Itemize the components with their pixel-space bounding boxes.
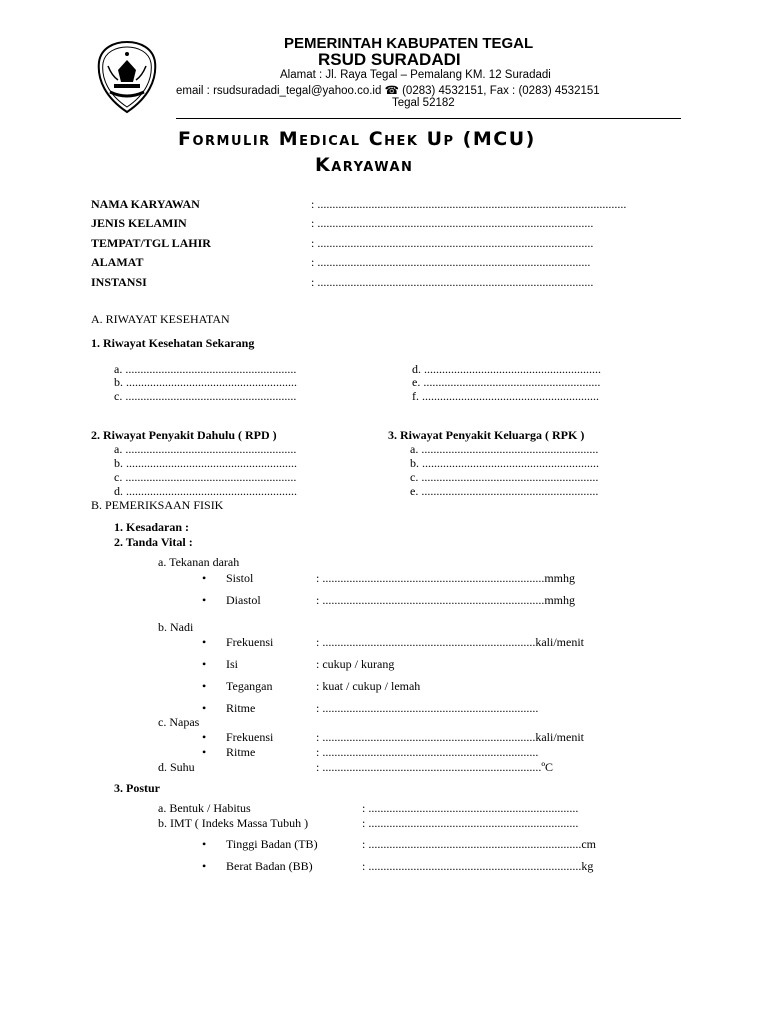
tekanan-darah-label: a. Tekanan darah bbox=[158, 555, 240, 569]
berat-badan-field[interactable]: : .......................................................................kg bbox=[362, 859, 594, 873]
bullet-icon: • bbox=[202, 837, 207, 851]
bullet-icon: • bbox=[202, 635, 207, 649]
napas-frekuensi-field[interactable]: : .......................................................................kali/menit bbox=[316, 730, 584, 744]
rpk-heading: 3. Riwayat Penyakit Keluarga ( RPK ) bbox=[388, 428, 585, 442]
sistol-field[interactable]: : ..........................................................................mmhg bbox=[316, 571, 576, 585]
current-health-field[interactable]: d. ........................................................... bbox=[412, 362, 601, 376]
form-subtitle: Karyawan bbox=[315, 154, 414, 176]
rpk-field[interactable]: e. ........................................................... bbox=[410, 484, 599, 498]
identity-label: NAMA KARYAWAN bbox=[91, 197, 200, 211]
rpk-field[interactable]: a. ........................................................... bbox=[410, 442, 599, 456]
berat-badan-label: Berat Badan (BB) bbox=[226, 859, 313, 873]
suhu-field[interactable]: : .........................................................................ºC bbox=[316, 760, 554, 774]
nadi-isi-options[interactable]: : cukup / kurang bbox=[316, 657, 395, 671]
nadi-ritme-field[interactable]: : ........................................................................ bbox=[316, 701, 539, 715]
postur-label: 3. Postur bbox=[114, 781, 160, 795]
nadi-label: b. Nadi bbox=[158, 620, 194, 634]
bentuk-habitus-field[interactable]: : ...................................................................... bbox=[362, 801, 579, 815]
header-contact: email : rsudsuradadi_tegal@yahoo.co.id ☎ (0283) 4532151, Fax : (0283) 4532151 bbox=[176, 85, 600, 97]
current-health-field[interactable]: a. ......................................................... bbox=[114, 362, 297, 376]
bullet-icon: • bbox=[202, 730, 207, 744]
rpd-field[interactable]: d. ......................................................... bbox=[114, 484, 297, 498]
identity-field[interactable]: : ............................................................................................ bbox=[311, 275, 594, 289]
napas-ritme-label: Ritme bbox=[226, 745, 256, 759]
bentuk-habitus-label: a. Bentuk / Habitus bbox=[158, 801, 251, 815]
bullet-icon: • bbox=[202, 657, 207, 671]
identity-field[interactable]: : ........................................................................................... bbox=[311, 255, 591, 269]
napas-ritme-field[interactable]: : ........................................................................ bbox=[316, 745, 539, 759]
current-health-field[interactable]: c. ......................................................... bbox=[114, 389, 297, 403]
identity-label: INSTANSI bbox=[91, 275, 147, 289]
napas-frekuensi-label: Frekuensi bbox=[226, 730, 274, 744]
tanda-vital-label: 2. Tanda Vital : bbox=[114, 535, 193, 549]
imt-field[interactable]: : ...................................................................... bbox=[362, 816, 579, 830]
diastol-field[interactable]: : ..........................................................................mmhg bbox=[316, 593, 576, 607]
napas-label: c. Napas bbox=[158, 715, 200, 729]
header-government: PEMERINTAH KABUPATEN TEGAL bbox=[284, 35, 534, 52]
regency-emblem-logo bbox=[96, 40, 158, 114]
kesadaran-label: 1. Kesadaran : bbox=[114, 520, 189, 534]
identity-label: TEMPAT/TGL LAHIR bbox=[91, 236, 211, 250]
nadi-ritme-label: Ritme bbox=[226, 701, 256, 715]
rpd-field[interactable]: b. ......................................................... bbox=[114, 456, 297, 470]
bullet-icon: • bbox=[202, 571, 207, 585]
bullet-icon: • bbox=[202, 593, 207, 607]
tinggi-badan-label: Tinggi Badan (TB) bbox=[226, 837, 318, 851]
rpd-field[interactable]: c. ......................................................... bbox=[114, 470, 297, 484]
rpk-field[interactable]: b. ........................................................... bbox=[410, 456, 599, 470]
identity-label: JENIS KELAMIN bbox=[91, 216, 187, 230]
bullet-icon: • bbox=[202, 745, 207, 759]
rpd-heading: 2. Riwayat Penyakit Dahulu ( RPD ) bbox=[91, 428, 277, 442]
identity-field[interactable]: : ....................................................................................................... bbox=[311, 197, 627, 211]
nadi-tegangan-label: Tegangan bbox=[226, 679, 273, 693]
identity-field[interactable]: : ............................................................................................ bbox=[311, 216, 594, 230]
sistol-label: Sistol bbox=[226, 571, 254, 585]
header-city: Tegal 52182 bbox=[392, 97, 455, 109]
rpd-field[interactable]: a. ......................................................... bbox=[114, 442, 297, 456]
form-title: Formulir Medical Chek Up (MCU) bbox=[178, 128, 536, 150]
header-hospital-name: RSUD SURADADI bbox=[318, 50, 461, 69]
suhu-label: d. Suhu bbox=[158, 760, 195, 774]
current-health-field[interactable]: e. ........................................................... bbox=[412, 375, 601, 389]
bullet-icon: • bbox=[202, 701, 207, 715]
identity-field[interactable]: : ............................................................................................ bbox=[311, 236, 594, 250]
current-health-heading: 1. Riwayat Kesehatan Sekarang bbox=[91, 336, 255, 350]
section-a-title: A. RIWAYAT KESEHATAN bbox=[91, 312, 230, 326]
current-health-field[interactable]: b. ......................................................... bbox=[114, 375, 297, 389]
tinggi-badan-field[interactable]: : .......................................................................cm bbox=[362, 837, 596, 851]
header-divider bbox=[176, 118, 681, 119]
imt-label: b. IMT ( Indeks Massa Tubuh ) bbox=[158, 816, 309, 830]
nadi-isi-label: Isi bbox=[226, 657, 238, 671]
nadi-tegangan-options[interactable]: : kuat / cukup / lemah bbox=[316, 679, 421, 693]
bullet-icon: • bbox=[202, 859, 207, 873]
identity-label: ALAMAT bbox=[91, 255, 144, 269]
nadi-frekuensi-field[interactable]: : .......................................................................kali/menit bbox=[316, 635, 584, 649]
diastol-label: Diastol bbox=[226, 593, 261, 607]
nadi-frekuensi-label: Frekuensi bbox=[226, 635, 274, 649]
rpk-field[interactable]: c. ........................................................... bbox=[410, 470, 599, 484]
section-b-title: B. PEMERIKSAAN FISIK bbox=[91, 498, 224, 512]
current-health-field[interactable]: f. ........................................................... bbox=[412, 389, 599, 403]
header-address: Alamat : Jl. Raya Tegal – Pemalang KM. 12 Suradadi bbox=[280, 69, 551, 81]
bullet-icon: • bbox=[202, 679, 207, 693]
